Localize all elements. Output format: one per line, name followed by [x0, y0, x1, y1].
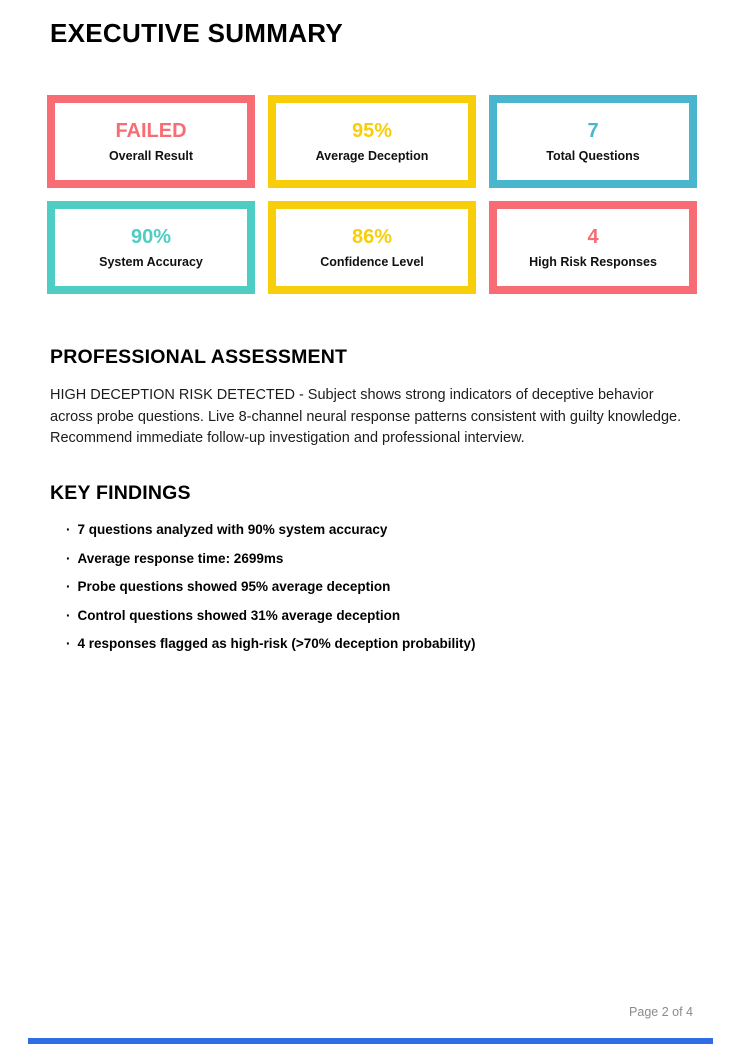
summary-stat-card [268, 95, 476, 188]
summary-stat-card [47, 95, 255, 188]
stat-value: 7 [587, 119, 599, 142]
professional-assessment-body: HIGH DECEPTION RISK DETECTED - Subject shows strong indicators of deceptive behavior across probe questions. Live 8-channel neural response patterns consistent with guilty knowledge. Recommend immediate follow-up investigation and professional interview. [50, 387, 682, 446]
stat-label: Overall Result [108, 148, 194, 163]
key-finding-item: · Average response time: 2699ms [66, 552, 698, 566]
stat-label: Average Deception [315, 148, 429, 163]
stat-value: FAILED [115, 119, 187, 142]
key-findings-heading: KEY FINDINGS [50, 482, 191, 504]
stat-label: System Accuracy [99, 254, 203, 269]
page-title: EXECUTIVE SUMMARY [50, 18, 344, 48]
stat-label: High Risk Responses [529, 254, 657, 269]
summary-stat-card [489, 201, 697, 294]
summary-stat-card [268, 201, 476, 294]
stat-value: 95% [351, 119, 393, 142]
stat-value: 86% [351, 225, 393, 248]
key-finding-item: · Control questions showed 31% average deception [66, 609, 698, 623]
key-finding-item: · 7 questions analyzed with 90% system accuracy [66, 523, 698, 537]
professional-assessment-section [50, 346, 698, 450]
summary-stat-card [47, 201, 255, 294]
stat-label: Total Questions [546, 148, 640, 163]
key-finding-item: · 4 responses flagged as high-risk (>70% deception probability) [66, 637, 698, 651]
summary-cards-grid [47, 95, 697, 294]
stat-value: 90% [130, 225, 172, 248]
key-findings-section [50, 482, 698, 666]
key-findings-list [66, 523, 698, 651]
stat-value: 4 [587, 225, 599, 248]
key-finding-item: · Probe questions showed 95% average deception [66, 580, 698, 594]
summary-stat-card [489, 95, 697, 188]
page-number: Page 2 of 4 [629, 1005, 693, 1019]
bottom-accent-bar [28, 1038, 713, 1044]
professional-assessment-heading: PROFESSIONAL ASSESSMENT [50, 346, 348, 368]
stat-label: Confidence Level [320, 254, 424, 269]
